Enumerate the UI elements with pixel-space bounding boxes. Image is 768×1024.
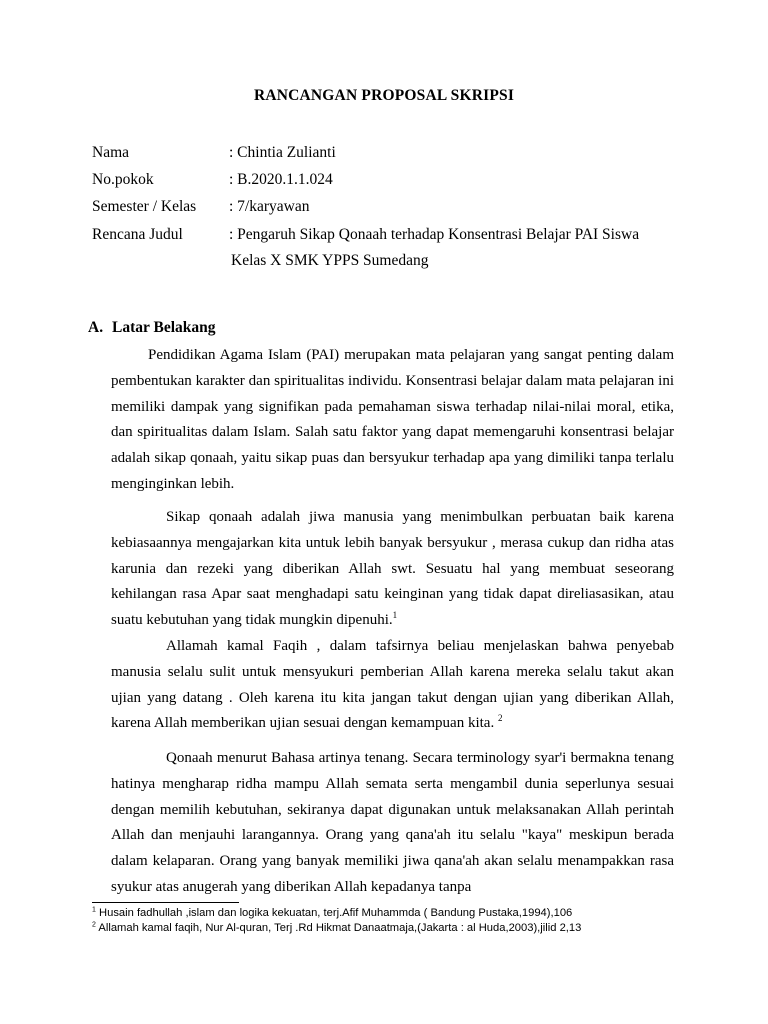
paragraph-text: Pendidikan Agama Islam (PAI) merupakan mata pelajaran yang sangat penting dalam pembentukan karakter dan spiritualitas individu. Konsentrasi belajar dalam mata pelajaran ini memiliki dampak yang signifikan pada pemahaman siswa terhadap nilai-nilai moral, etika, dan spiritualitas dalam Islam. Salah satu faktor yang dapat memengaruhi konsentrasi belajar adalah sikap qonaah, yaitu sikap puas dan bersyukur terhadap apa yang dimiliki tanpa terlalu menginginkan lebih.: [111, 347, 674, 492]
paragraph-text: Sikap qonaah adalah jiwa manusia yang menimbulkan perbuatan baik karena kebiasaannya mengajarkan kita untuk lebih banyak bersyukur , merasa cukup dan ridha atas karunia dan rezeki yang diberikan Allah swt. Sesuatu hal yang membuat seseorang kehilangan rasa Apar saat menghadapi satu keinginan yang tidak dapat direliasasikan, atau suatu kebutuhan yang tidak mungkin dipenuhi.: [111, 509, 674, 629]
paragraph-1: [111, 343, 674, 498]
info-value-continued: Kelas X SMK YPPS Sumedang: [231, 252, 429, 269]
paragraph-text: Qonaah menurut Bahasa artinya tenang. Secara terminology syar'i bermakna tenang hatinya mengharap ridha mampu Allah semata serta mengambil dunia seperlunya sesuai dengan memilih kebutuhan, sekiranya dapat digunakan untuk melaksanakan Allah perintah Allah dan menjauhi larangannya. Orang yang qana'ah itu selalu "kaya" meskipun berada dalam kelaparan. Orang yang banyak memiliki jiwa qana'ah akan selalu menampakkan rasa syukur atas anugerah yang diberikan Allah kepadanya tanpa: [111, 750, 674, 895]
info-value: : Pengaruh Sikap Qonaah terhadap Konsentrasi Belajar PAI Siswa: [229, 226, 640, 243]
section-title: Latar Belakang: [112, 319, 216, 336]
footnote-ref[interactable]: 1: [392, 610, 398, 621]
footnote-ref[interactable]: 2: [497, 713, 503, 724]
info-label: No.pokok: [92, 171, 154, 188]
paragraph-text: Allamah kamal Faqih , dalam tafsirnya beliau menjelaskan bahwa penyebab manusia selalu sulit untuk mensyukuri pemberian Allah karena mereka selalu takut akan ujian yang datang . Oleh karena itu kita jangan takut dengan ujian yang diberikan Allah, karena Allah memberikan ujian sesuai dengan kemampuan kita.: [111, 638, 674, 732]
footnote-separator: [92, 902, 239, 903]
footnote-number: 1: [92, 906, 96, 914]
info-label: Rencana Judul: [92, 226, 183, 243]
footnote-text: Husain fadhullah ,islam dan logika kekuatan, terj.Afif Muhammda ( Bandung Pustaka,1994),106: [95, 907, 573, 919]
info-label: Semester / Kelas: [92, 198, 197, 215]
footnote-1: [92, 906, 732, 921]
footnote-2: [92, 921, 732, 936]
paragraph-4: [111, 746, 674, 901]
footnote-number: 2: [92, 921, 96, 929]
info-value: : 7/karyawan: [229, 198, 310, 215]
section-heading: [88, 319, 216, 337]
info-value: : Chintia Zulianti: [229, 144, 336, 161]
paragraph-2: [111, 505, 674, 634]
info-label: Nama: [92, 144, 130, 161]
paragraph-3: [111, 634, 674, 737]
section-letter: A.: [88, 319, 104, 336]
document-title: RANCANGAN PROPOSAL SKRIPSI: [253, 87, 515, 104]
footnote-text: Allamah kamal faqih, Nur Al-quran, Terj .Rd Hikmat Danaatmaja,(Jakarta : al Huda,2003),jilid 2,13: [95, 922, 582, 934]
info-value: : B.2020.1.1.024: [229, 171, 333, 188]
